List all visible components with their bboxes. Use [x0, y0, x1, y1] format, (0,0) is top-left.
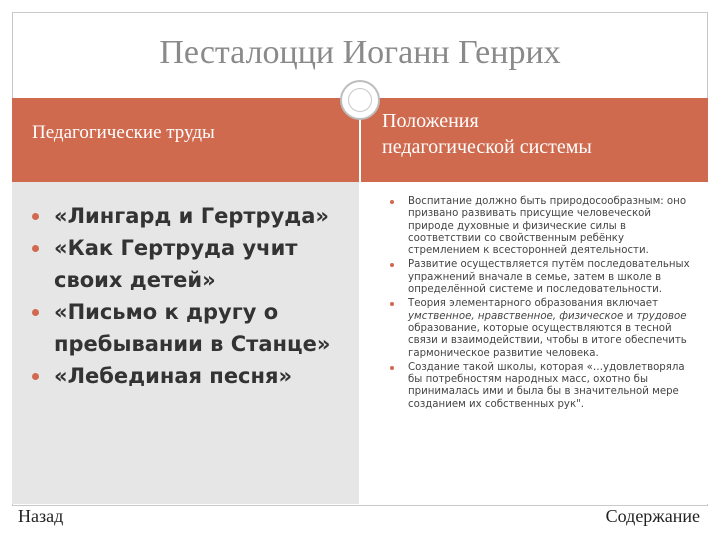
ornament-circle-icon — [340, 80, 380, 120]
list-item — [40, 200, 350, 232]
principle-italic-text: трудовое — [636, 310, 687, 322]
principle-italic-text: умственное, нравственное, физическое — [408, 310, 624, 322]
bullet-icon — [32, 309, 39, 316]
list-item — [386, 298, 696, 359]
principle-text: Развитие осуществляется путём последовательных упражнений вначале в семье, затем в школе в определённой системе и последовательности. — [408, 259, 690, 296]
list-item — [386, 196, 696, 257]
principle-text: Создание такой школы, которая «…удовлетворяла бы потребностям народных масс, охотно бы принималась ими и была бы в значительной мере созданием их собственных рук". — [408, 361, 685, 410]
principle-text-part: и — [623, 310, 637, 322]
list-item — [40, 360, 350, 392]
principle-text-part: Теория элементарного образования включает — [408, 298, 659, 310]
bullet-icon — [390, 366, 394, 370]
list-item — [40, 232, 350, 296]
header-left-label: Педагогические труды — [32, 122, 215, 143]
work-title: «Лебединая песня» — [54, 364, 293, 388]
contents-link[interactable]: Содержание — [605, 506, 700, 526]
bullet-icon — [390, 200, 394, 204]
header-right-line2: педагогической системы — [382, 136, 592, 158]
bullet-icon — [390, 263, 394, 267]
work-title: «Лингард и Гертруда» — [54, 204, 329, 228]
list-item — [386, 362, 696, 411]
bullet-icon — [390, 302, 394, 306]
back-link[interactable]: Назад — [18, 506, 64, 526]
works-list — [40, 200, 350, 392]
list-item — [40, 296, 350, 360]
principles-list — [386, 196, 696, 413]
header-right-line1: Положения — [382, 110, 479, 132]
bullet-icon — [32, 213, 39, 220]
bullet-icon — [32, 245, 39, 252]
work-title: «Письмо к другу о пребывании в Станце» — [54, 300, 331, 356]
principle-text: Воспитание должно быть природосообразным: оно призвано развивать присущие человеческой природе духовные и физические силы в соответствии со свойственным ребёнку стремлением к всесторонней деятельности. — [408, 196, 687, 257]
work-title: «Как Гертруда учит своих детей» — [54, 236, 298, 292]
list-item — [386, 259, 696, 296]
column-divider — [359, 98, 361, 504]
bullet-icon — [32, 373, 39, 380]
header-right-label — [382, 108, 592, 160]
slide-title: Песталоцци Иоганн Генрих — [159, 34, 561, 71]
principle-text-part: образование, которые осуществляются в тесной связи и взаимодействии, чтобы в итоге обеспечить гармоническое развитие человека. — [408, 322, 687, 359]
